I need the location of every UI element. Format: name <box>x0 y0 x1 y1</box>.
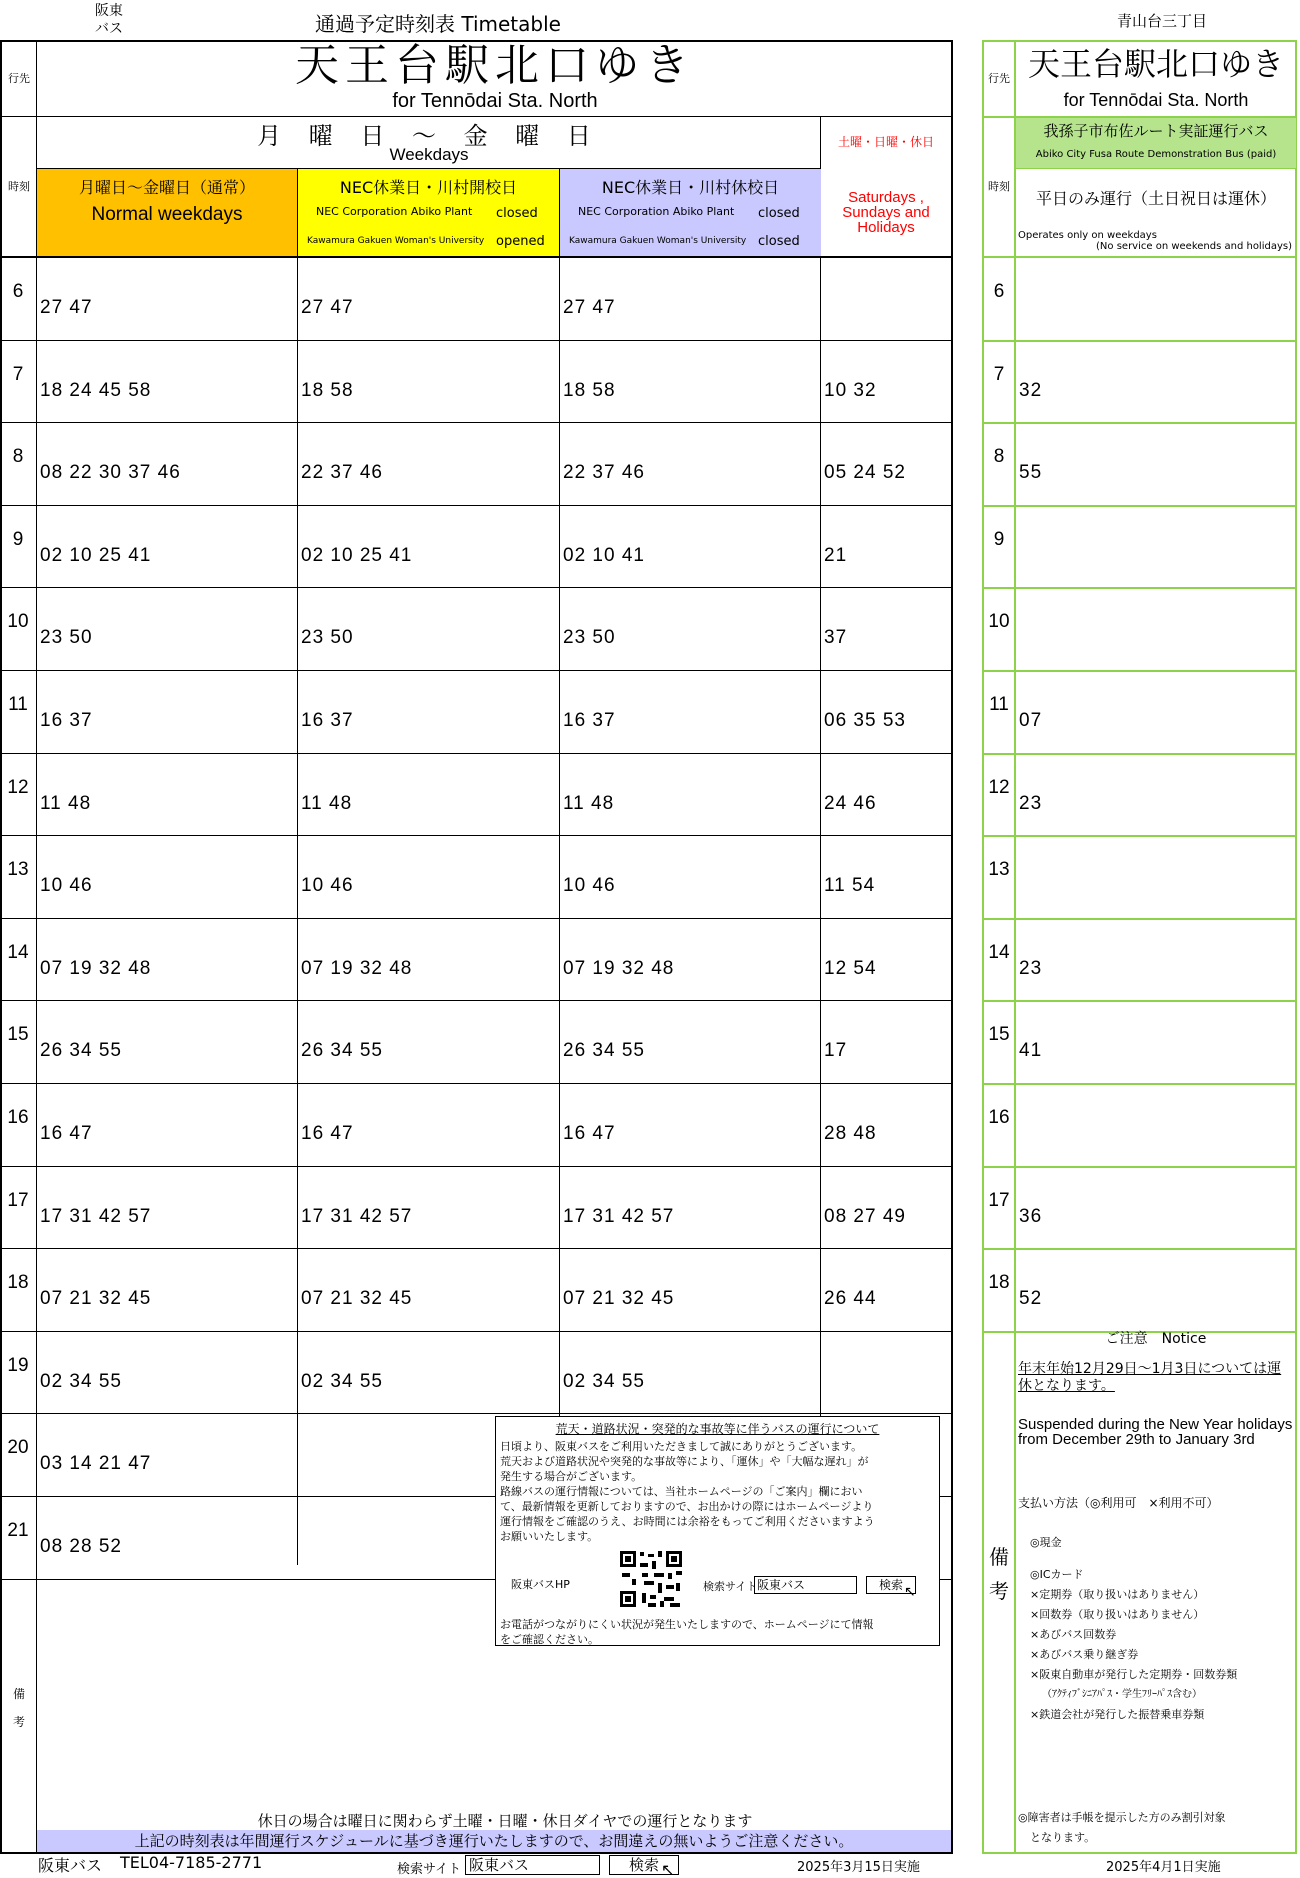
right-row-divider <box>983 1166 1296 1168</box>
col4-jp: 土曜・日曜・休日 <box>837 135 934 149</box>
minutes-cell: 22 37 46 <box>563 462 645 484</box>
cursor-arrow-icon: ↖ <box>904 1584 916 1600</box>
stop-name: 青山台三丁目 <box>1117 12 1208 30</box>
timetable-title: 通過予定時刻表 Timetable <box>315 12 561 36</box>
minutes-cell: 27 47 <box>563 297 616 318</box>
right-weekday-only-en2: (No service on weekends and holidays) <box>1096 241 1292 252</box>
minutes-cell: 07 21 32 45 <box>301 1288 413 1310</box>
minutes-cell: 27 47 <box>40 297 93 318</box>
label-hour: 時刻 <box>8 180 30 193</box>
hour-label: 7 <box>12 363 24 385</box>
minutes-cell: 10 46 <box>301 875 354 897</box>
notice-box-line: 発生する場合がございます。 <box>500 1470 643 1483</box>
col3-kaw: Kawamura Gakuen Woman's University <box>569 236 747 246</box>
footer-search-label: 検索サイト <box>397 1862 462 1877</box>
footer-cursor-icon: ↖ <box>661 1860 675 1878</box>
minutes-cell: 16 47 <box>40 1123 93 1144</box>
minutes-cell: 05 24 52 <box>824 462 906 484</box>
footer-search-button[interactable]: 検索 <box>609 1855 679 1875</box>
row-divider <box>0 340 953 341</box>
right-minutes-cell: 55 <box>1019 462 1043 484</box>
minutes-cell: 02 34 55 <box>563 1370 645 1392</box>
qr-code-icon[interactable] <box>618 1549 684 1609</box>
minutes-cell: 07 19 32 48 <box>563 957 675 979</box>
destination-en: for Tennōdai Sta. North <box>392 90 598 112</box>
minutes-cell: 10 46 <box>40 875 93 897</box>
payment-item: ×阪東自動車が発行した定期券・回数券類 <box>1030 1668 1238 1681</box>
col4-en3: Holidays <box>857 219 915 236</box>
minutes-cell: 23 50 <box>563 627 616 649</box>
right-destination-jp: 天王台駅北口ゆき <box>1027 45 1284 83</box>
right-remarks-text: 備考 <box>989 1545 1009 1603</box>
right-minutes-cell: 23 <box>1019 957 1043 979</box>
minutes-cell: 18 58 <box>563 379 616 401</box>
right-payment-list <box>1030 1533 1237 1725</box>
minutes-cell: 07 21 32 45 <box>563 1288 675 1310</box>
col4-en2: Sundays and <box>842 204 930 221</box>
minutes-cell: 07 19 32 48 <box>301 957 413 979</box>
disability-line: ◎障害者は手帳を提示した方のみ割引対象 <box>1018 1811 1226 1824</box>
right-hour-label: 14 <box>988 941 1010 963</box>
hour-label: 15 <box>7 1024 29 1046</box>
row-divider <box>0 918 953 919</box>
notice-search-field[interactable]: 阪東バス <box>754 1576 857 1594</box>
hour-label: 13 <box>7 859 29 881</box>
minutes-cell: 03 14 21 47 <box>40 1453 152 1475</box>
right-minutes-cell: 23 <box>1019 792 1043 814</box>
minutes-cell: 11 48 <box>563 792 615 814</box>
right-route-header <box>1016 118 1296 168</box>
row-divider <box>0 835 953 836</box>
payment-item: ◎現金 <box>1030 1536 1062 1549</box>
minutes-cell: 11 54 <box>824 875 876 897</box>
footer-search-field[interactable]: 阪東バス <box>465 1855 600 1875</box>
right-label-destination: 行先 <box>988 72 1010 85</box>
right-notice-title: ご注意 Notice <box>1105 1331 1207 1347</box>
col2-kaw: Kawamura Gakuen Woman's University <box>307 236 485 246</box>
minutes-cell: 12 54 <box>824 957 877 979</box>
minutes-cell: 02 10 25 41 <box>301 544 413 566</box>
hour-label: 19 <box>7 1354 29 1376</box>
minutes-cell: 07 19 32 48 <box>40 957 152 979</box>
col3-nec: NEC Corporation Abiko Plant <box>578 205 735 218</box>
payment-item: ×回数券（取り扱いはありません） <box>1030 1608 1205 1621</box>
right-disability-note <box>1018 1808 1226 1848</box>
minutes-cell: 17 <box>824 1040 848 1062</box>
col-header-nec-open <box>298 169 559 256</box>
col3-nec-state: closed <box>758 206 800 221</box>
hour-label: 18 <box>7 1272 29 1294</box>
right-minutes-cell: 41 <box>1019 1040 1043 1062</box>
notice-box-line: 日頃より、阪東バスをご利用いただきまして誠にありがとうございます。 <box>500 1440 863 1453</box>
main-remarks-label <box>2 1680 36 1736</box>
minutes-cell: 02 10 41 <box>563 544 645 566</box>
notice-box-line: お願いいたします。 <box>500 1530 599 1543</box>
minutes-cell: 02 34 55 <box>301 1370 383 1392</box>
hour-label: 6 <box>12 281 24 302</box>
operator-line-2: バス <box>95 21 123 37</box>
hour-label: 20 <box>7 1437 29 1459</box>
notice-box-line: をご確認ください。 <box>500 1633 599 1646</box>
minutes-cell: 16 37 <box>563 710 616 731</box>
minutes-cell: 11 48 <box>301 792 353 814</box>
right-row-divider <box>983 340 1296 342</box>
right-route-en: Abiko City Fusa Route Demonstration Bus (paid) <box>1035 149 1277 160</box>
col-header-normal <box>37 169 297 256</box>
minutes-cell: 26 34 55 <box>40 1040 122 1062</box>
notice-search-button[interactable]: 検索 <box>866 1576 916 1594</box>
row-divider <box>0 753 953 754</box>
right-row-divider <box>983 505 1296 507</box>
col3-kaw-state: closed <box>758 234 800 249</box>
col2-nec: NEC Corporation Abiko Plant <box>316 205 473 218</box>
right-hour-label: 8 <box>993 446 1005 468</box>
hour-label: 9 <box>12 528 24 550</box>
right-remarks-label <box>984 1540 1014 1608</box>
hour-label: 17 <box>7 1189 29 1211</box>
right-label-hour: 時刻 <box>988 180 1010 193</box>
minutes-cell: 17 31 42 57 <box>563 1205 675 1227</box>
right-hour-label: 11 <box>989 694 1009 715</box>
col2-nec-state: closed <box>496 206 538 221</box>
minutes-cell: 26 44 <box>824 1288 877 1310</box>
minutes-cell: 16 37 <box>301 710 354 731</box>
footer-date-right: 2025年4月1日実施 <box>1106 1860 1221 1875</box>
minutes-cell: 22 37 46 <box>301 462 383 484</box>
minutes-cell: 28 48 <box>824 1123 877 1144</box>
col4-en1: Saturdays , <box>848 189 924 206</box>
minutes-cell: 18 24 45 58 <box>40 379 152 401</box>
row-divider <box>0 1331 953 1332</box>
payment-item: ×鉄道会社が発行した振替乗車券類 <box>1030 1708 1205 1721</box>
operation-notice-box <box>495 1416 940 1646</box>
right-row-divider <box>983 918 1296 920</box>
holiday-note: 休日の場合は曜日に関わらず土曜・日曜・休日ダイヤでの運行となります <box>257 1812 753 1830</box>
col2-jp: NEC休業日・川村開校日 <box>339 178 518 197</box>
col-header-nec-closed <box>560 169 821 256</box>
payment-item: ×あびバス乗り継ぎ券 <box>1030 1648 1139 1661</box>
notice-box-line: お電話がつながりにくい状況が発生いたしますので、ホームページにて情報 <box>500 1618 874 1631</box>
minutes-cell: 06 35 53 <box>824 710 906 731</box>
footer-company: 阪東バス <box>38 1856 103 1875</box>
payment-item: ◎ICカード <box>1030 1568 1084 1581</box>
right-row-divider <box>983 587 1296 589</box>
hp-label: 阪東バスHP <box>511 1578 570 1591</box>
minutes-cell: 10 32 <box>824 379 877 401</box>
notice-box-title: 荒天・道路状況・突発的な事故等に伴うバスの運行について <box>555 1422 880 1436</box>
row-divider <box>0 1083 953 1084</box>
minutes-cell: 16 47 <box>301 1123 354 1144</box>
right-hour-label: 12 <box>988 776 1010 798</box>
minutes-cell: 27 47 <box>301 297 354 318</box>
hour-label: 12 <box>7 776 29 798</box>
right-notice-en: Suspended during the New Year holidays from December 29th to January 3rd <box>1018 1417 1293 1447</box>
right-row-divider <box>983 753 1296 755</box>
right-weekday-only-en1: Operates only on weekdays <box>1018 230 1157 241</box>
main-remarks-text: 備考 <box>12 1687 25 1729</box>
right-minutes-cell: 52 <box>1019 1288 1043 1310</box>
notice-search-label: 検索サイト <box>703 1580 758 1593</box>
hour-label: 14 <box>7 941 29 963</box>
destination-jp: 天王台駅北口ゆき <box>295 40 695 91</box>
row-divider <box>0 422 953 423</box>
col-header-weekend <box>821 117 951 256</box>
minutes-cell: 16 37 <box>40 710 93 731</box>
right-payment-title: 支払い方法（◎利用可 ×利用不可） <box>1018 1496 1219 1510</box>
minutes-cell: 02 10 25 41 <box>40 544 152 566</box>
payment-item: （ｱｸﾃｨﾌﾞｼﾆｱﾊﾟｽ・学生ﾌﾘｰﾊﾟｽ含む） <box>1042 1689 1202 1700</box>
col3-jp: NEC休業日・川村休校日 <box>601 178 780 197</box>
weekdays-jp: 月 曜 日 ～ 金 曜 日 <box>257 122 601 150</box>
hour-label: 11 <box>8 694 28 715</box>
footer-tel: TEL04-7185-2771 <box>120 1853 263 1872</box>
col2-kaw-state: opened <box>496 234 545 249</box>
row-divider <box>0 1413 953 1414</box>
hour-label: 21 <box>7 1520 29 1541</box>
col1-jp: 月曜日～金曜日（通常） <box>78 178 255 197</box>
right-row-divider <box>983 1000 1296 1002</box>
right-hour-label: 10 <box>988 611 1010 633</box>
label-destination: 行先 <box>8 72 30 85</box>
col1-en: Normal weekdays <box>91 204 243 225</box>
right-notice-jp: 年末年始12月29日～1月3日については運休となります。 <box>1018 1361 1282 1394</box>
hour-label: 10 <box>7 611 29 633</box>
right-hour-label: 15 <box>988 1024 1010 1046</box>
minutes-cell: 26 34 55 <box>301 1040 383 1062</box>
row-divider <box>0 670 953 671</box>
row-divider <box>0 587 953 588</box>
minutes-cell: 24 46 <box>824 792 877 814</box>
row-divider <box>0 1248 953 1249</box>
minutes-cell: 07 21 32 45 <box>40 1288 152 1310</box>
payment-item: ×定期券（取り扱いはありません） <box>1030 1588 1205 1601</box>
row-divider <box>0 1166 953 1167</box>
right-route-jp: 我孫子市布佐ルート実証運行バス <box>1043 122 1269 140</box>
right-weekday-only-jp: 平日のみ運行（土日祝日は運休） <box>1035 189 1276 208</box>
right-hour-label: 7 <box>993 363 1005 385</box>
minutes-cell: 21 <box>824 544 848 566</box>
minutes-cell: 10 46 <box>563 875 616 897</box>
notice-box-line: 荒天および道路状況や突発的な事故等により、「運休」や「大幅な遅れ」が <box>500 1455 869 1468</box>
minutes-cell: 16 47 <box>563 1123 616 1144</box>
notice-box-line: 運行情報をご確認のうえ、お時間には余裕をもってご利用くださいますよう <box>500 1515 875 1528</box>
right-hour-label: 17 <box>988 1189 1010 1211</box>
right-row-divider <box>983 1083 1296 1085</box>
disability-line: となります。 <box>1030 1831 1096 1844</box>
minutes-cell: 08 22 30 37 46 <box>40 462 181 484</box>
right-destination-en: for Tennōdai Sta. North <box>1063 90 1249 110</box>
payment-item: ×あびバス回数券 <box>1030 1628 1117 1641</box>
minutes-cell: 26 34 55 <box>563 1040 645 1062</box>
minutes-cell: 23 50 <box>301 627 354 649</box>
right-row-divider <box>983 422 1296 424</box>
right-row-divider <box>983 670 1296 672</box>
row-divider <box>0 505 953 506</box>
minutes-cell: 18 58 <box>301 379 354 401</box>
minutes-cell: 08 27 49 <box>824 1205 906 1227</box>
minutes-cell: 17 31 42 57 <box>40 1205 152 1227</box>
minutes-cell: 23 50 <box>40 627 93 649</box>
minutes-cell: 37 <box>824 627 848 649</box>
hour-label: 16 <box>7 1107 29 1128</box>
right-hour-label: 16 <box>988 1107 1010 1128</box>
minutes-cell: 11 48 <box>40 792 92 814</box>
right-hour-label: 18 <box>988 1272 1010 1294</box>
right-minutes-cell: 32 <box>1019 379 1043 401</box>
operator-line-1: 阪東 <box>95 3 123 19</box>
minutes-cell: 02 34 55 <box>40 1370 122 1392</box>
right-minutes-cell: 07 <box>1019 710 1043 731</box>
right-row-divider <box>983 835 1296 837</box>
weekdays-en: Weekdays <box>389 145 469 164</box>
operator-logo-text <box>84 2 134 38</box>
minutes-cell: 08 28 52 <box>40 1536 122 1557</box>
notice-box-line: て、最新情報を更新しておりますので、お出かけの際にはホームページより <box>500 1500 874 1513</box>
right-hour-label: 13 <box>988 859 1010 881</box>
right-row-divider <box>983 1248 1296 1250</box>
hour-label: 8 <box>12 446 24 468</box>
minutes-cell: 17 31 42 57 <box>301 1205 413 1227</box>
right-hour-label: 6 <box>993 281 1005 302</box>
right-minutes-cell: 36 <box>1019 1205 1043 1227</box>
notice-box-line: 路線バスの運行情報については、当社ホームページの「ご案内」欄におい <box>500 1485 863 1498</box>
schedule-note: 上記の時刻表は年間運行スケジュールに基づき運行いたしますので、お間違えの無いようご注意ください。 <box>37 1830 951 1852</box>
row-divider <box>0 1000 953 1001</box>
footer-date-main: 2025年3月15日実施 <box>797 1860 920 1875</box>
right-hour-label: 9 <box>993 528 1005 550</box>
